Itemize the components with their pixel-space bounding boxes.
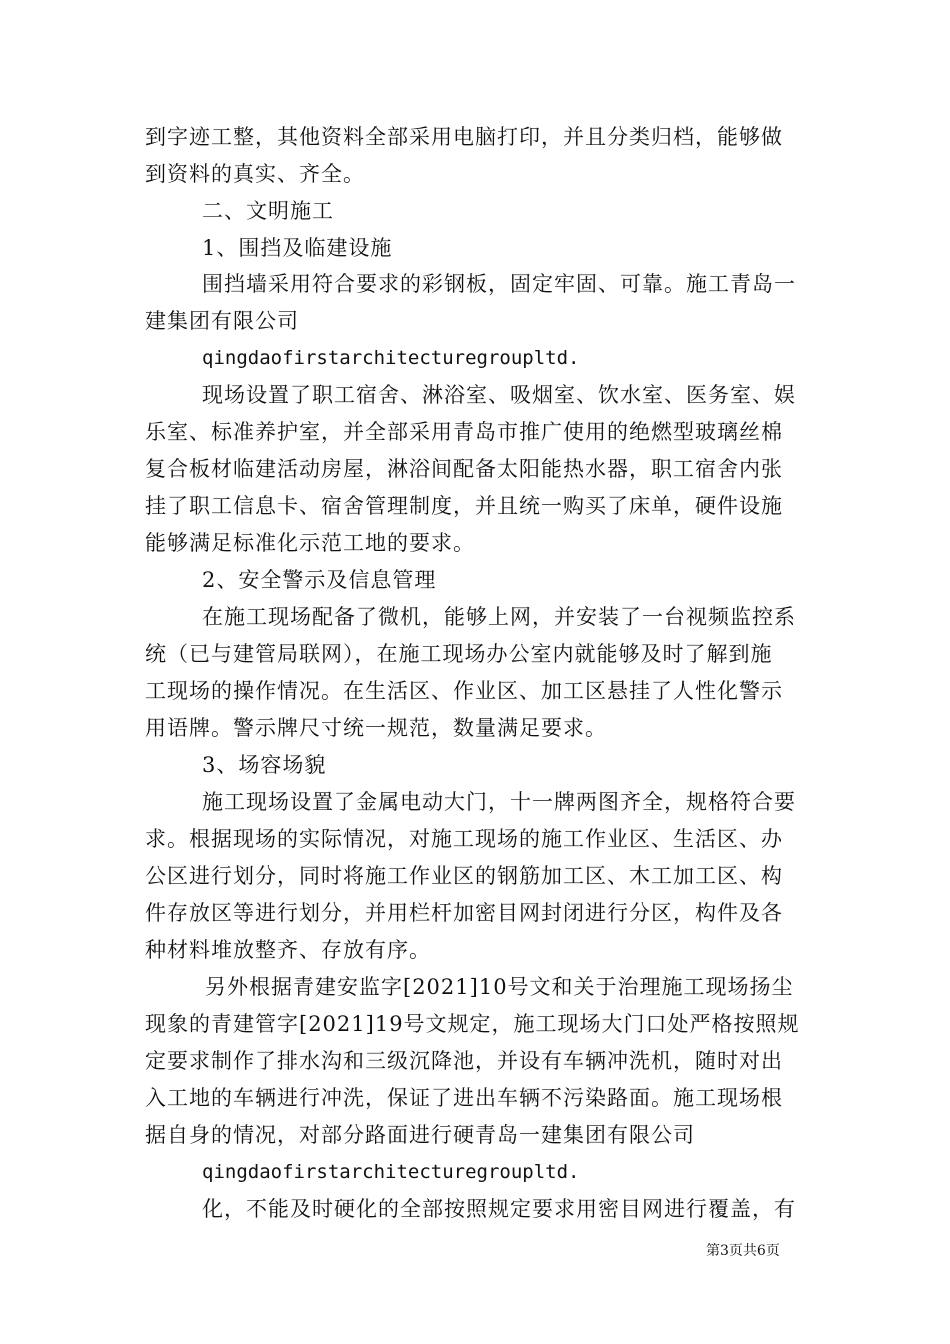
body-text-line: 建集团有限公司 xyxy=(145,309,299,333)
subsection-heading: 1、围挡及临建设施 xyxy=(202,236,393,260)
page-number: 第3页共6页 xyxy=(706,1243,780,1259)
body-text-line: 现场设置了职工宿舍、淋浴室、吸烟室、饮水室、医务室、娱 xyxy=(202,383,796,407)
body-text-line: 在施工现场配备了微机，能够上网，并安装了一台视频监控系 xyxy=(202,605,796,629)
body-text-line: 乐室、标准养护室，并全部采用青岛市推广使用的绝燃型玻璃丝棉 xyxy=(145,420,783,444)
body-text-line: 入工地的车辆进行冲洗，保证了进出车辆不污染路面。施工现场根 xyxy=(145,1086,783,1110)
body-text-line: 围挡墙采用符合要求的彩钢板，固定牢固、可靠。施工青岛一 xyxy=(202,272,796,296)
body-text-line: 据自身的情况，对部分路面进行硬青岛一建集团有限公司 xyxy=(145,1123,695,1147)
subsection-heading: 3、场容场貌 xyxy=(202,753,327,777)
subsection-heading: 2、安全警示及信息管理 xyxy=(202,568,437,592)
body-text-line: 用语牌。警示牌尺寸统一规范，数量满足要求。 xyxy=(145,716,607,740)
body-text-line: 另外根据青建安监字[2021]10号文和关于治理施工现场扬尘 xyxy=(205,975,794,999)
body-text-line: 挂了职工信息卡、宿舍管理制度，并且统一购买了床单，硬件设施 xyxy=(145,494,783,518)
company-name-english: qingdaofirstarchitecturegroupltd. xyxy=(202,347,580,369)
body-text-line: 定要求制作了排水沟和三级沉降池，并设有车辆冲洗机，随时对出 xyxy=(145,1049,783,1073)
body-text-line: 化，不能及时硬化的全部按照规定要求用密目网进行覆盖，有 xyxy=(202,1197,796,1221)
body-text-line: 施工现场设置了金属电动大门，十一牌两图齐全，规格符合要 xyxy=(202,790,796,814)
body-text-line: 种材料堆放整齐、存放有序。 xyxy=(145,938,431,962)
body-text-line: 工现场的操作情况。在生活区、作业区、加工区悬挂了人性化警示 xyxy=(145,679,783,703)
company-name-english: qingdaofirstarchitecturegroupltd. xyxy=(202,1161,580,1183)
body-text-line: 求。根据现场的实际情况，对施工现场的施工作业区、生活区、办 xyxy=(145,827,783,851)
body-text-line: 件存放区等进行划分，并用栏杆加密目网封闭进行分区，构件及各 xyxy=(145,901,783,925)
body-text-line: 能够满足标准化示范工地的要求。 xyxy=(145,531,475,555)
body-text-line: 复合板材临建活动房屋，淋浴间配备太阳能热水器，职工宿舍内张 xyxy=(145,457,783,481)
body-text-line: 到字迹工整，其他资料全部采用电脑打印，并且分类归档，能够做 xyxy=(145,125,783,149)
body-text-line: 到资料的真实、齐全。 xyxy=(145,162,365,186)
body-text-line: 公区进行划分，同时将施工作业区的钢筋加工区、木工加工区、构 xyxy=(145,864,783,888)
body-text-line: 统（已与建管局联网），在施工现场办公室内就能够及时了解到施 xyxy=(145,642,773,666)
section-heading: 二、文明施工 xyxy=(202,199,334,223)
body-text-line: 现象的青建管字[2021]19号文规定，施工现场大门口处严格按照规 xyxy=(145,1012,800,1036)
